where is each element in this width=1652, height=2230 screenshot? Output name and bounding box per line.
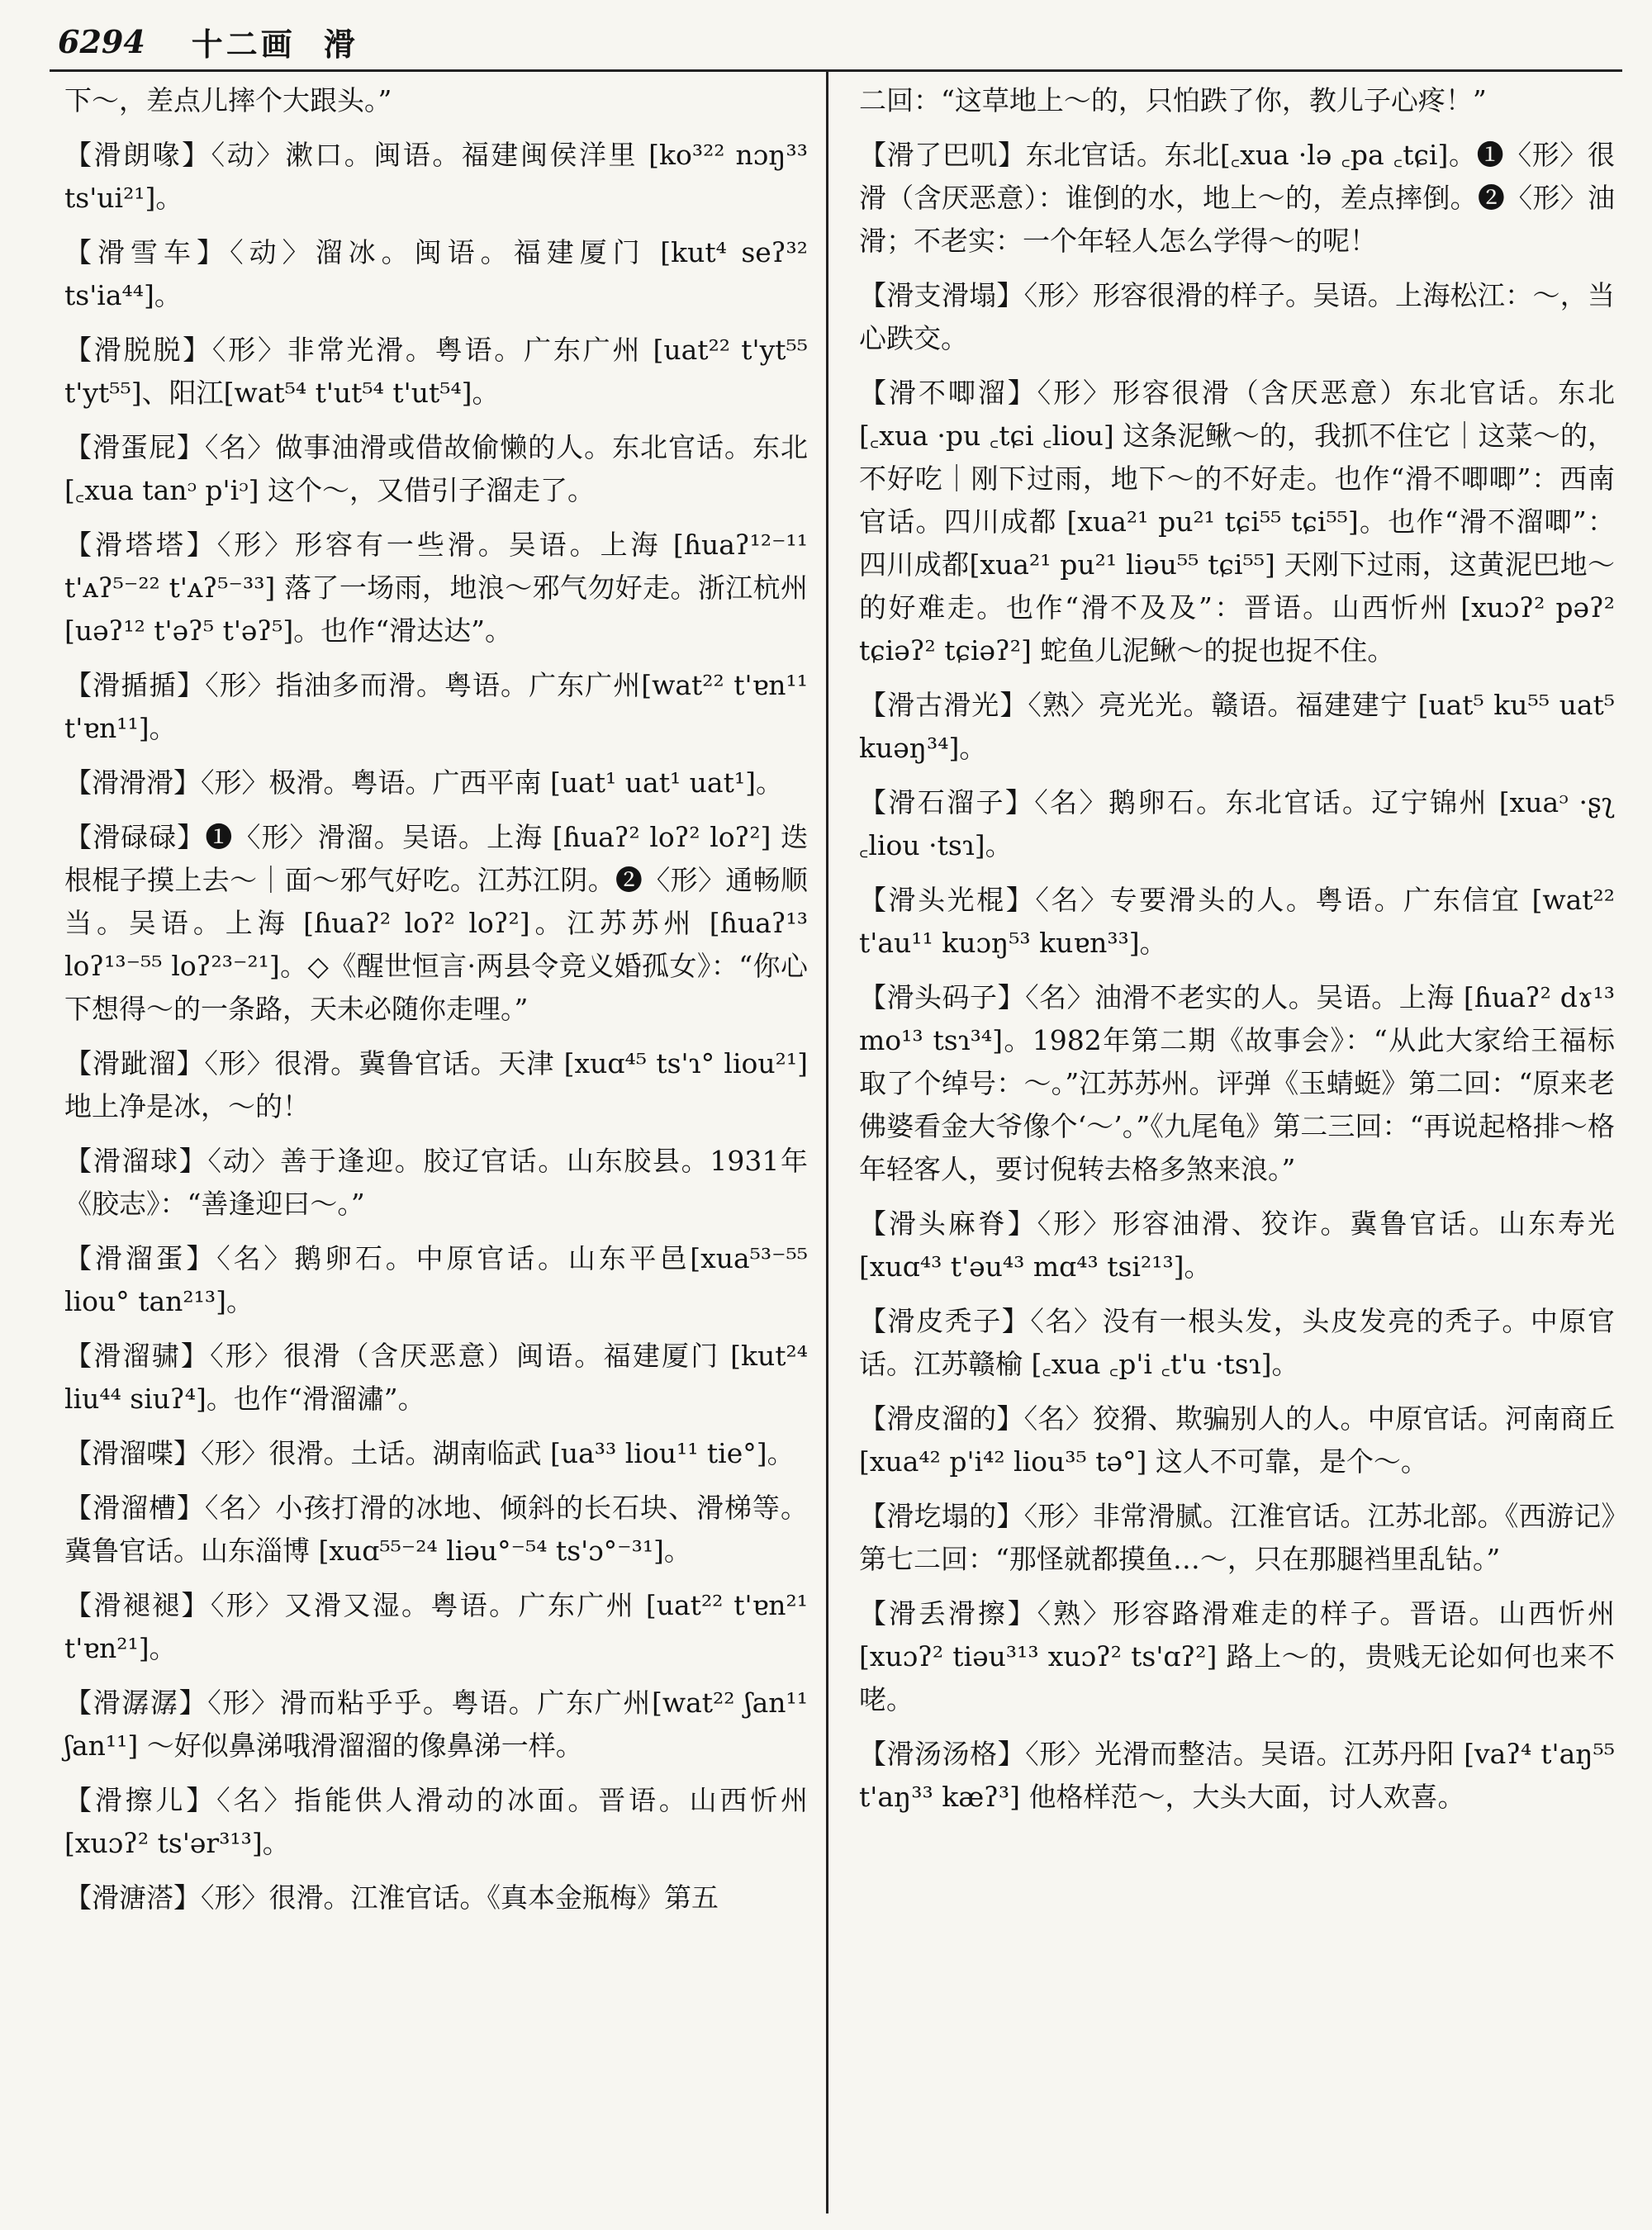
dictionary-entry: 【滑古滑光】〈熟〉亮光光。赣语。福建建宁 [uat⁵ ku⁵⁵ uat⁵ kuəŋ³⁴]。 [859,689,1615,764]
stroke-section: 十二画 [191,25,296,63]
dictionary-entry: 【滑雪车】〈动〉溜冰。闽语。福建厦门 [kut⁴ seʔ³² ts'ia⁴⁴]。 [64,236,808,311]
dictionary-entry: 【滑潺潺】〈形〉滑而粘乎乎。粤语。广东广州[wat²² ʃan¹¹ ʃan¹¹] ～好似鼻涕哦滑溜溜的像鼻涕一样。 [64,1687,808,1762]
dictionary-entry: 下～，差点儿摔个大跟头。” [64,84,392,116]
dictionary-entry: 【滑溏溚】〈形〉很滑。江淮官话。《真本金瓶梅》第五 [64,1881,719,1914]
column-divider [826,71,828,2213]
dictionary-entry: 【滑朗喙】〈动〉漱口。闽语。福建闽侯洋里 [ko³²² nɔŋ³³ ts'ui²¹]。 [64,139,808,214]
left-column [64,79,808,1931]
dictionary-entry: 【滑汤汤格】〈形〉光滑而整洁。吴语。江苏丹阳 [vaʔ⁴ t'aŋ⁵⁵ t'aŋ³³ kæʔ³] 他格样范～，大头大面，讨人欢喜。 [859,1738,1615,1813]
dictionary-entry: 【滑滑滑】〈形〉极滑。粤语。广西平南 [uat¹ uat¹ uat¹]。 [64,766,783,799]
dictionary-entry: 【滑溜喋】〈形〉很滑。土话。湖南临武 [ua³³ liou¹¹ tie°]。 [64,1437,795,1469]
dictionary-entry: 【滑圪塌的】〈形〉非常滑腻。江淮官话。江苏北部。《西游记》第七二回：“那怪就都摸鱼…～，只在那腿裆里乱钻。” [859,1500,1615,1575]
dictionary-entry: 【滑石溜子】〈名〉鹅卵石。东北官话。辽宁锦州 [xuaᵓ ·ʂʅ ꜀liou ·tsɿ]。 [859,786,1615,861]
dictionary-entry: 【滑擦儿】〈名〉指能供人滑动的冰面。晋语。山西忻州 [xuɔʔ² ts'ər³¹³]。 [64,1784,808,1859]
dictionary-entry: 【滑褪褪】〈形〉又滑又湿。粤语。广东广州 [uat²² t'ɐn²¹ t'ɐn²¹]。 [64,1589,808,1664]
dictionary-entry: 【滑头麻脊】〈形〉形容油滑、狡诈。冀鲁官话。山东寿光 [xuɑ⁴³ t'əu⁴³ mɑ⁴³ tsi²¹³]。 [859,1208,1615,1283]
right-column [859,79,1615,1830]
dictionary-entry: 【滑皮溜的】〈名〉狡猾、欺骗别人的人。中原官话。河南商丘 [xua⁴² p'i⁴² liou³⁵ tə°] 这人不可靠，是个～。 [859,1402,1615,1478]
dictionary-entry: 二回：“这草地上～的，只怕跌了你，教儿子心疼！” [859,84,1487,116]
page-number: 6294 [58,22,145,60]
dictionary-entry: 【滑支滑塌】〈形〉形容很滑的样子。吴语。上海松江：～，当心跌交。 [859,279,1615,354]
dictionary-entry: 【滑溜槽】〈名〉小孩打滑的冰地、倾斜的长石块、滑梯等。冀鲁官话。山东淄博 [xuɑ⁵⁵⁻²⁴ liəu°⁻⁵⁴ ts'ɔ°⁻³¹]。 [64,1492,808,1567]
dictionary-entry: 【滑脱脱】〈形〉非常光滑。粤语。广东广州 [uat²² t'yt⁵⁵ t'yt⁵⁵]、阳江[wat⁵⁴ t'ut⁵⁴ t'ut⁵⁴]。 [64,334,808,409]
dictionary-entry: 【滑溜蛋】〈名〉鹅卵石。中原官话。山东平邑[xua⁵³⁻⁵⁵ liou° tan²¹³]。 [64,1242,808,1317]
head-character: 滑 [323,25,355,63]
header-rule [50,69,1622,72]
dictionary-entry: 【滑皮秃子】〈名〉没有一根头发，头皮发亮的秃子。中原官话。江苏赣榆 [꜀xua ꜀p'i ꜀t'u ·tsɿ]。 [859,1305,1615,1380]
dictionary-entry: 【滑跐溜】〈形〉很滑。冀鲁官话。天津 [xuɑ⁴⁵ ts'ɿ° liou²¹] 地上净是冰，～的！ [64,1047,808,1122]
dictionary-entry: 【滑溜球】〈动〉善于逢迎。胶辽官话。山东胶县。1931年《胶志》：“善逢迎曰～。” [64,1145,808,1220]
dictionary-entry: 【滑溜骕】〈形〉很滑（含厌恶意）闽语。福建厦门 [kut²⁴ liu⁴⁴ siuʔ⁴]。也作“滑溜潚”。 [64,1340,808,1415]
dictionary-entry: 【滑揗揗】〈形〉指油多而滑。粤语。广东广州[wat²² t'ɐn¹¹ t'ɐn¹¹]。 [64,669,808,744]
dictionary-entry: 【滑头光棍】〈名〉专要滑头的人。粤语。广东信宜 [wat²² t'au¹¹ kuɔŋ⁵³ kuɐn³³]。 [859,884,1615,959]
dictionary-entry: 【滑塔塔】〈形〉形容有一些滑。吴语。上海 [ɦuaʔ¹²⁻¹¹ t'ᴀʔ⁵⁻²² t'ᴀʔ⁵⁻³³] 落了一场雨，地浪～邪气勿好走。浙江杭州 [uəʔ¹² t'əʔ⁵ t'əʔ⁵]。也作“滑达达”。 [64,529,808,647]
dictionary-entry: 【滑蛋屁】〈名〉做事油滑或借故偷懒的人。东北官话。东北 [꜀xua tanᵓ p'iᵓ] 这个～，又借引子溜走了。 [64,431,808,506]
page-header [58,17,355,66]
dictionary-entry: 【滑碌碌】❶〈形〉滑溜。吴语。上海 [ɦuaʔ² loʔ² loʔ²] 迭根棍子摸上去～｜面～邪气好吃。江苏江阴。❷〈形〉通畅顺当。吴语。上海 [ɦuaʔ² loʔ² loʔ²]。江苏苏州 [ɦuaʔ¹³ loʔ¹³⁻⁵⁵ loʔ²³⁻²¹]。◇《醒世恒言·两县令竞义婚孤女》：“你心下想得～的一条路，天未必随你走哩。” [64,821,808,1025]
dictionary-entry: 【滑头码子】〈名〉油滑不老实的人。吴语。上海 [ɦuaʔ² dɤ¹³ mo¹³ tsɿ³⁴]。1982年第二期《故事会》：“从此大家给王福标取了个绰号：～。”江苏苏州。评弹《玉蜻蜓》第二回：“原来老佛婆看金大爷像个‘～’。”《九尾龟》第二三回：“再说起格排～格年轻客人，要讨倪转去格多煞来浪。” [859,981,1615,1185]
dictionary-entry: 【滑不唧溜】〈形〉形容很滑（含厌恶意）东北官话。东北 [꜀xua ·pu ꜀tɕi ꜀liou] 这条泥鳅～的，我抓不住它｜这菜～的，不好吃｜刚下过雨，地下～的不好走。也作“滑不唧唧”：西南官话。四川成都 [xua²¹ pu²¹ tɕi⁵⁵ tɕi⁵⁵]。也作“滑不溜唧”：四川成都[xua²¹ pu²¹ liəu⁵⁵ tɕi⁵⁵] 天刚下过雨，这黄泥巴地～的好难走。也作“滑不及及”：晋语。山西忻州 [xuɔʔ² pəʔ² tɕiəʔ² tɕiəʔ²] 蛇鱼儿泥鳅～的捉也捉不住。 [859,377,1615,667]
dictionary-entry: 【滑了巴叽】东北官话。东北[꜀xua ·lə ꜀pa ꜀tɕi]。❶〈形〉很滑（含厌恶意）：谁倒的水，地上～的，差点摔倒。❷〈形〉油滑；不老实：一个年轻人怎么学得～的呢！ [859,139,1615,257]
dictionary-entry: 【滑丢滑擦】〈熟〉形容路滑难走的样子。晋语。山西忻州 [xuɔʔ² tiəu³¹³ xuɔʔ² ts'ɑʔ²] 路上～的，贵贱无论如何也来不咾。 [859,1597,1615,1715]
